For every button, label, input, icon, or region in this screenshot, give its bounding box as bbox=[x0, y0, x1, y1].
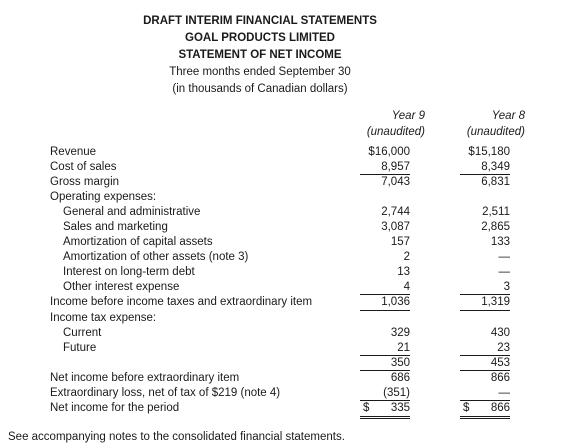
value-year8: 2,511 bbox=[482, 206, 510, 218]
value-year9: 13 bbox=[397, 266, 410, 278]
value-year8: — bbox=[498, 266, 510, 278]
row-income-tax-heading bbox=[0, 311, 560, 326]
row-label: Net income before extraordinary item bbox=[50, 372, 240, 384]
currency-symbol: $ bbox=[463, 402, 470, 414]
value-year8: 1,319 bbox=[481, 296, 510, 308]
row-label: Gross margin bbox=[50, 176, 120, 188]
currency-note: (in thousands of Canadian dollars) bbox=[172, 83, 348, 95]
row-amortization-capital bbox=[0, 235, 560, 250]
row-label: Other interest expense bbox=[63, 281, 180, 293]
col-year8-note: (unaudited) bbox=[466, 126, 525, 138]
value-year9: 157 bbox=[390, 236, 410, 248]
value-year9: 350 bbox=[390, 357, 410, 369]
row-revenue bbox=[0, 145, 560, 160]
value-year8: $15,180 bbox=[468, 146, 510, 158]
row-label: Future bbox=[63, 342, 97, 354]
row-other-interest bbox=[0, 280, 560, 295]
row-total-tax bbox=[0, 356, 560, 371]
value-year8: 8,349 bbox=[481, 161, 510, 173]
col-year8-label: Year 8 bbox=[491, 110, 525, 122]
row-label: Income before income taxes and extraordinary item bbox=[50, 296, 313, 308]
value-year8: 866 bbox=[490, 402, 510, 414]
value-year8: 866 bbox=[490, 372, 510, 384]
row-income-before-taxes bbox=[0, 295, 560, 310]
row-label: Net income for the period bbox=[50, 402, 180, 414]
row-current-tax bbox=[0, 326, 560, 341]
row-label: Amortization of capital assets bbox=[63, 236, 213, 248]
total-double-rule bbox=[460, 416, 510, 419]
value-year8: 3 bbox=[503, 281, 510, 293]
row-gross-margin bbox=[0, 175, 560, 190]
row-label: Interest on long-term debt bbox=[63, 266, 195, 278]
row-extraordinary-loss bbox=[0, 386, 560, 401]
statement-type: DRAFT INTERIM FINANCIAL STATEMENTS bbox=[143, 15, 377, 27]
value-year9: 3,087 bbox=[381, 221, 410, 233]
value-year9: 4 bbox=[403, 281, 410, 293]
value-year8: 430 bbox=[490, 327, 510, 339]
value-year9: 7,043 bbox=[381, 176, 410, 188]
row-label: Amortization of other assets (note 3) bbox=[63, 251, 249, 263]
row-net-income-before-extraordinary bbox=[0, 371, 560, 386]
value-year9: 2,744 bbox=[381, 206, 410, 218]
value-year9: 686 bbox=[390, 372, 410, 384]
row-label: Current bbox=[63, 327, 102, 339]
row-label: Sales and marketing bbox=[63, 221, 168, 233]
row-label: Extraordinary loss, net of tax of $219 (note 4) bbox=[50, 387, 281, 399]
value-year9: 8,957 bbox=[381, 161, 410, 173]
row-label: Income tax expense: bbox=[50, 312, 157, 324]
row-operating-expenses-heading bbox=[0, 190, 560, 205]
footnote: See accompanying notes to the consolidated financial statements. bbox=[8, 431, 345, 443]
row-label: Revenue bbox=[50, 146, 97, 158]
row-cost-of-sales bbox=[0, 160, 560, 175]
value-year8: 133 bbox=[490, 236, 510, 248]
period: Three months ended September 30 bbox=[169, 66, 351, 78]
total-double-rule bbox=[360, 416, 410, 419]
value-year9: 1,036 bbox=[381, 296, 410, 308]
value-year9: $16,000 bbox=[368, 146, 410, 158]
row-future-tax bbox=[0, 341, 560, 356]
col-year9-note: (unaudited) bbox=[366, 126, 425, 138]
col-year9-label: Year 9 bbox=[391, 110, 425, 122]
row-amortization-other bbox=[0, 250, 560, 265]
row-label: Cost of sales bbox=[50, 161, 117, 173]
row-general-admin bbox=[0, 205, 560, 220]
value-year8: — bbox=[498, 387, 510, 399]
value-year8: — bbox=[498, 251, 510, 263]
statement-title: STATEMENT OF NET INCOME bbox=[178, 49, 342, 61]
value-year9: 329 bbox=[390, 327, 410, 339]
currency-symbol: $ bbox=[363, 402, 370, 414]
value-year9: 335 bbox=[390, 402, 410, 414]
value-year8: 2,865 bbox=[481, 221, 510, 233]
row-net-income-period bbox=[0, 401, 560, 416]
row-interest-long-term-debt bbox=[0, 265, 560, 280]
value-year8: 453 bbox=[490, 357, 510, 369]
row-sales-marketing bbox=[0, 220, 560, 235]
value-year9: 2 bbox=[403, 251, 410, 263]
value-year9: (351) bbox=[383, 387, 410, 399]
value-year9: 21 bbox=[397, 342, 410, 354]
row-label: General and administrative bbox=[63, 206, 201, 218]
row-label: Operating expenses: bbox=[50, 191, 157, 203]
company-name: GOAL PRODUCTS LIMITED bbox=[185, 32, 335, 44]
value-year8: 6,831 bbox=[481, 176, 510, 188]
value-year8: 23 bbox=[497, 342, 510, 354]
